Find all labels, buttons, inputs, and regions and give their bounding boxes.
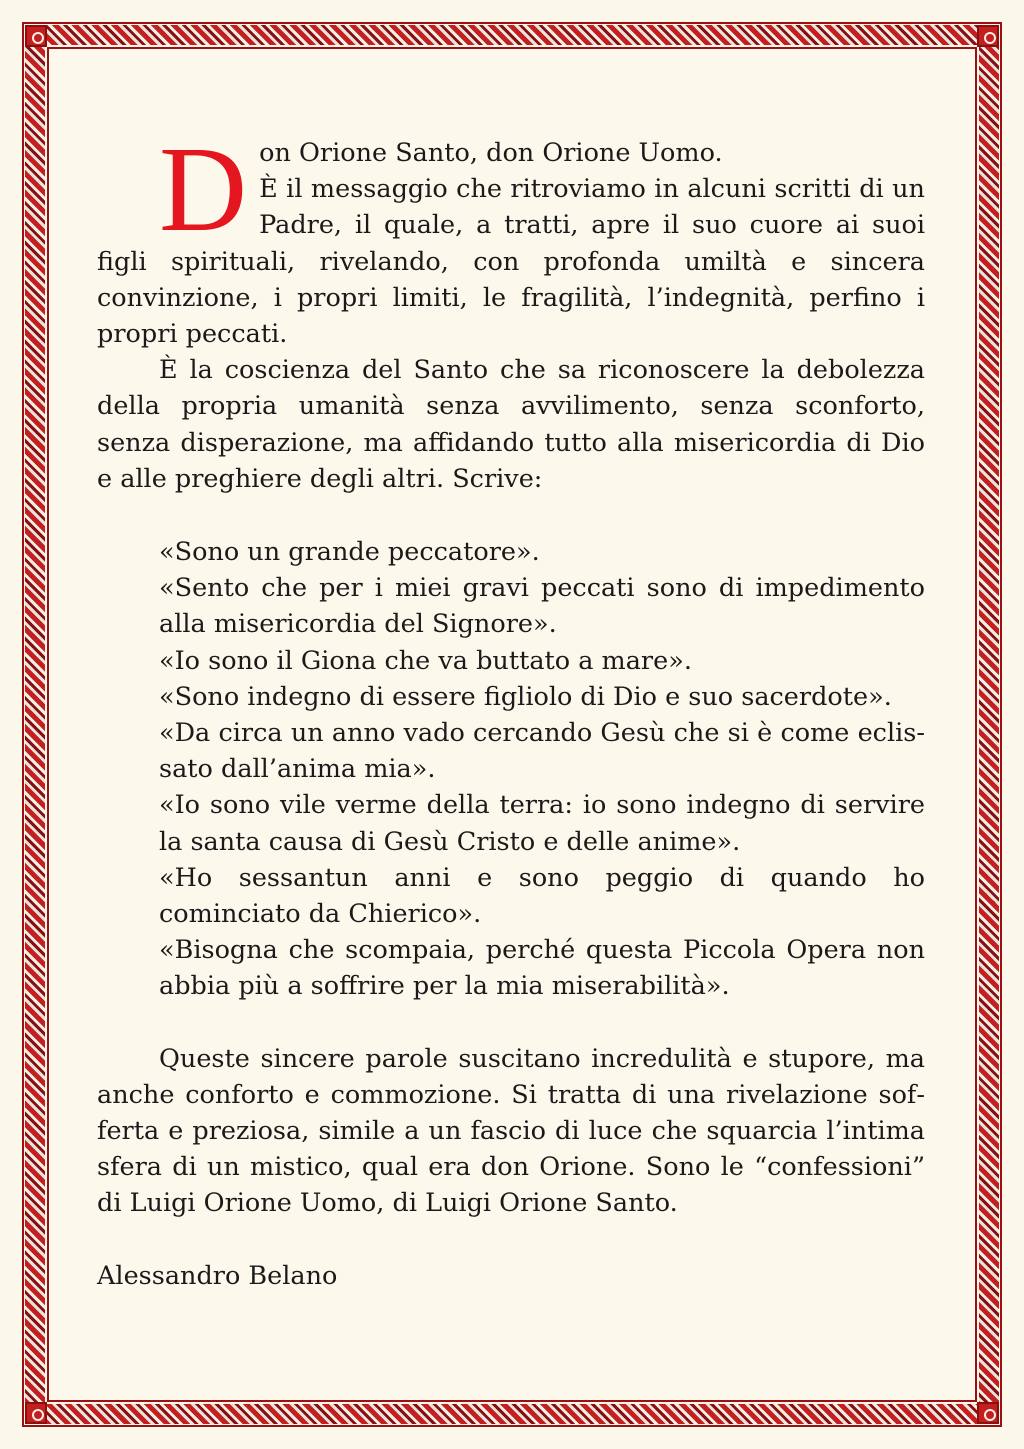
quote-item: «Ho sessantun anni e sono peggio di quando ho cominciato da Chierico». (159, 862, 925, 930)
corner-ornament-icon (977, 25, 999, 47)
quote-list (159, 534, 925, 1005)
quote-item: «Sono un grande peccatore». (159, 537, 540, 568)
paragraph-1: È il messaggio che ritroviamo in alcuni scritti di un Padre, il quale, a tratti, apre il suo cuore ai suoi figli spirituali, rivelando, con profonda umiltà e sincera convinzione, i propri limiti, le fragilità, l’indegnità, perfino i propri peccati. (97, 174, 925, 350)
paragraph-2: È la coscienza del Santo che sa riconoscere la debolezza della propria umanità senza avvilimento, senza sconforto, senza disperazione, ma affidando tutto alla misericordia di Dio e alle preghiere degli altri. Scrive: (97, 355, 925, 494)
paragraph-3: Queste sincere parole suscitano incredulità e stupore, ma anche conforto e commozione. Si tratta di una rivelazione sofferta e preziosa, simile a un fascio di luce che squarcia l’intima sfera di un mistico, qual era don Orione. Sono le “confessioni” di Luigi Orione Uomo, di Luigi Orione Santo. (97, 1043, 925, 1219)
corner-ornament-icon (977, 1402, 999, 1424)
corner-ornament-icon (25, 25, 47, 47)
quote-item: «Io sono vile verme della terra: io sono indegno di servire la santa causa di Gesù Cristo e delle anime». (159, 790, 925, 857)
article-body (97, 122, 925, 1294)
drop-cap: D (159, 122, 248, 257)
quote-item: «Da circa un anno vado cercando Gesù che si è come eclissato dall’anima mia». (159, 718, 925, 785)
corner-ornament-icon (25, 1402, 47, 1424)
quote-item: «Io sono il Giona che va buttato a mare». (159, 645, 692, 676)
quote-item: «Bisogna che scompaia, perché questa Piccola Opera non abbia più a soffrire per la mia miserabilità». (159, 935, 925, 1002)
quote-item: «Sento che per i miei gravi peccati sono di impedimento alla misericordia del Signore». (159, 573, 925, 640)
quote-item: «Sono indegno di essere figliolo di Dio e suo sacerdote». (159, 681, 892, 712)
author-signature: Alessandro Belano (97, 1260, 338, 1291)
opening-line: on Orione Santo, don Orione Uomo. (259, 138, 723, 168)
